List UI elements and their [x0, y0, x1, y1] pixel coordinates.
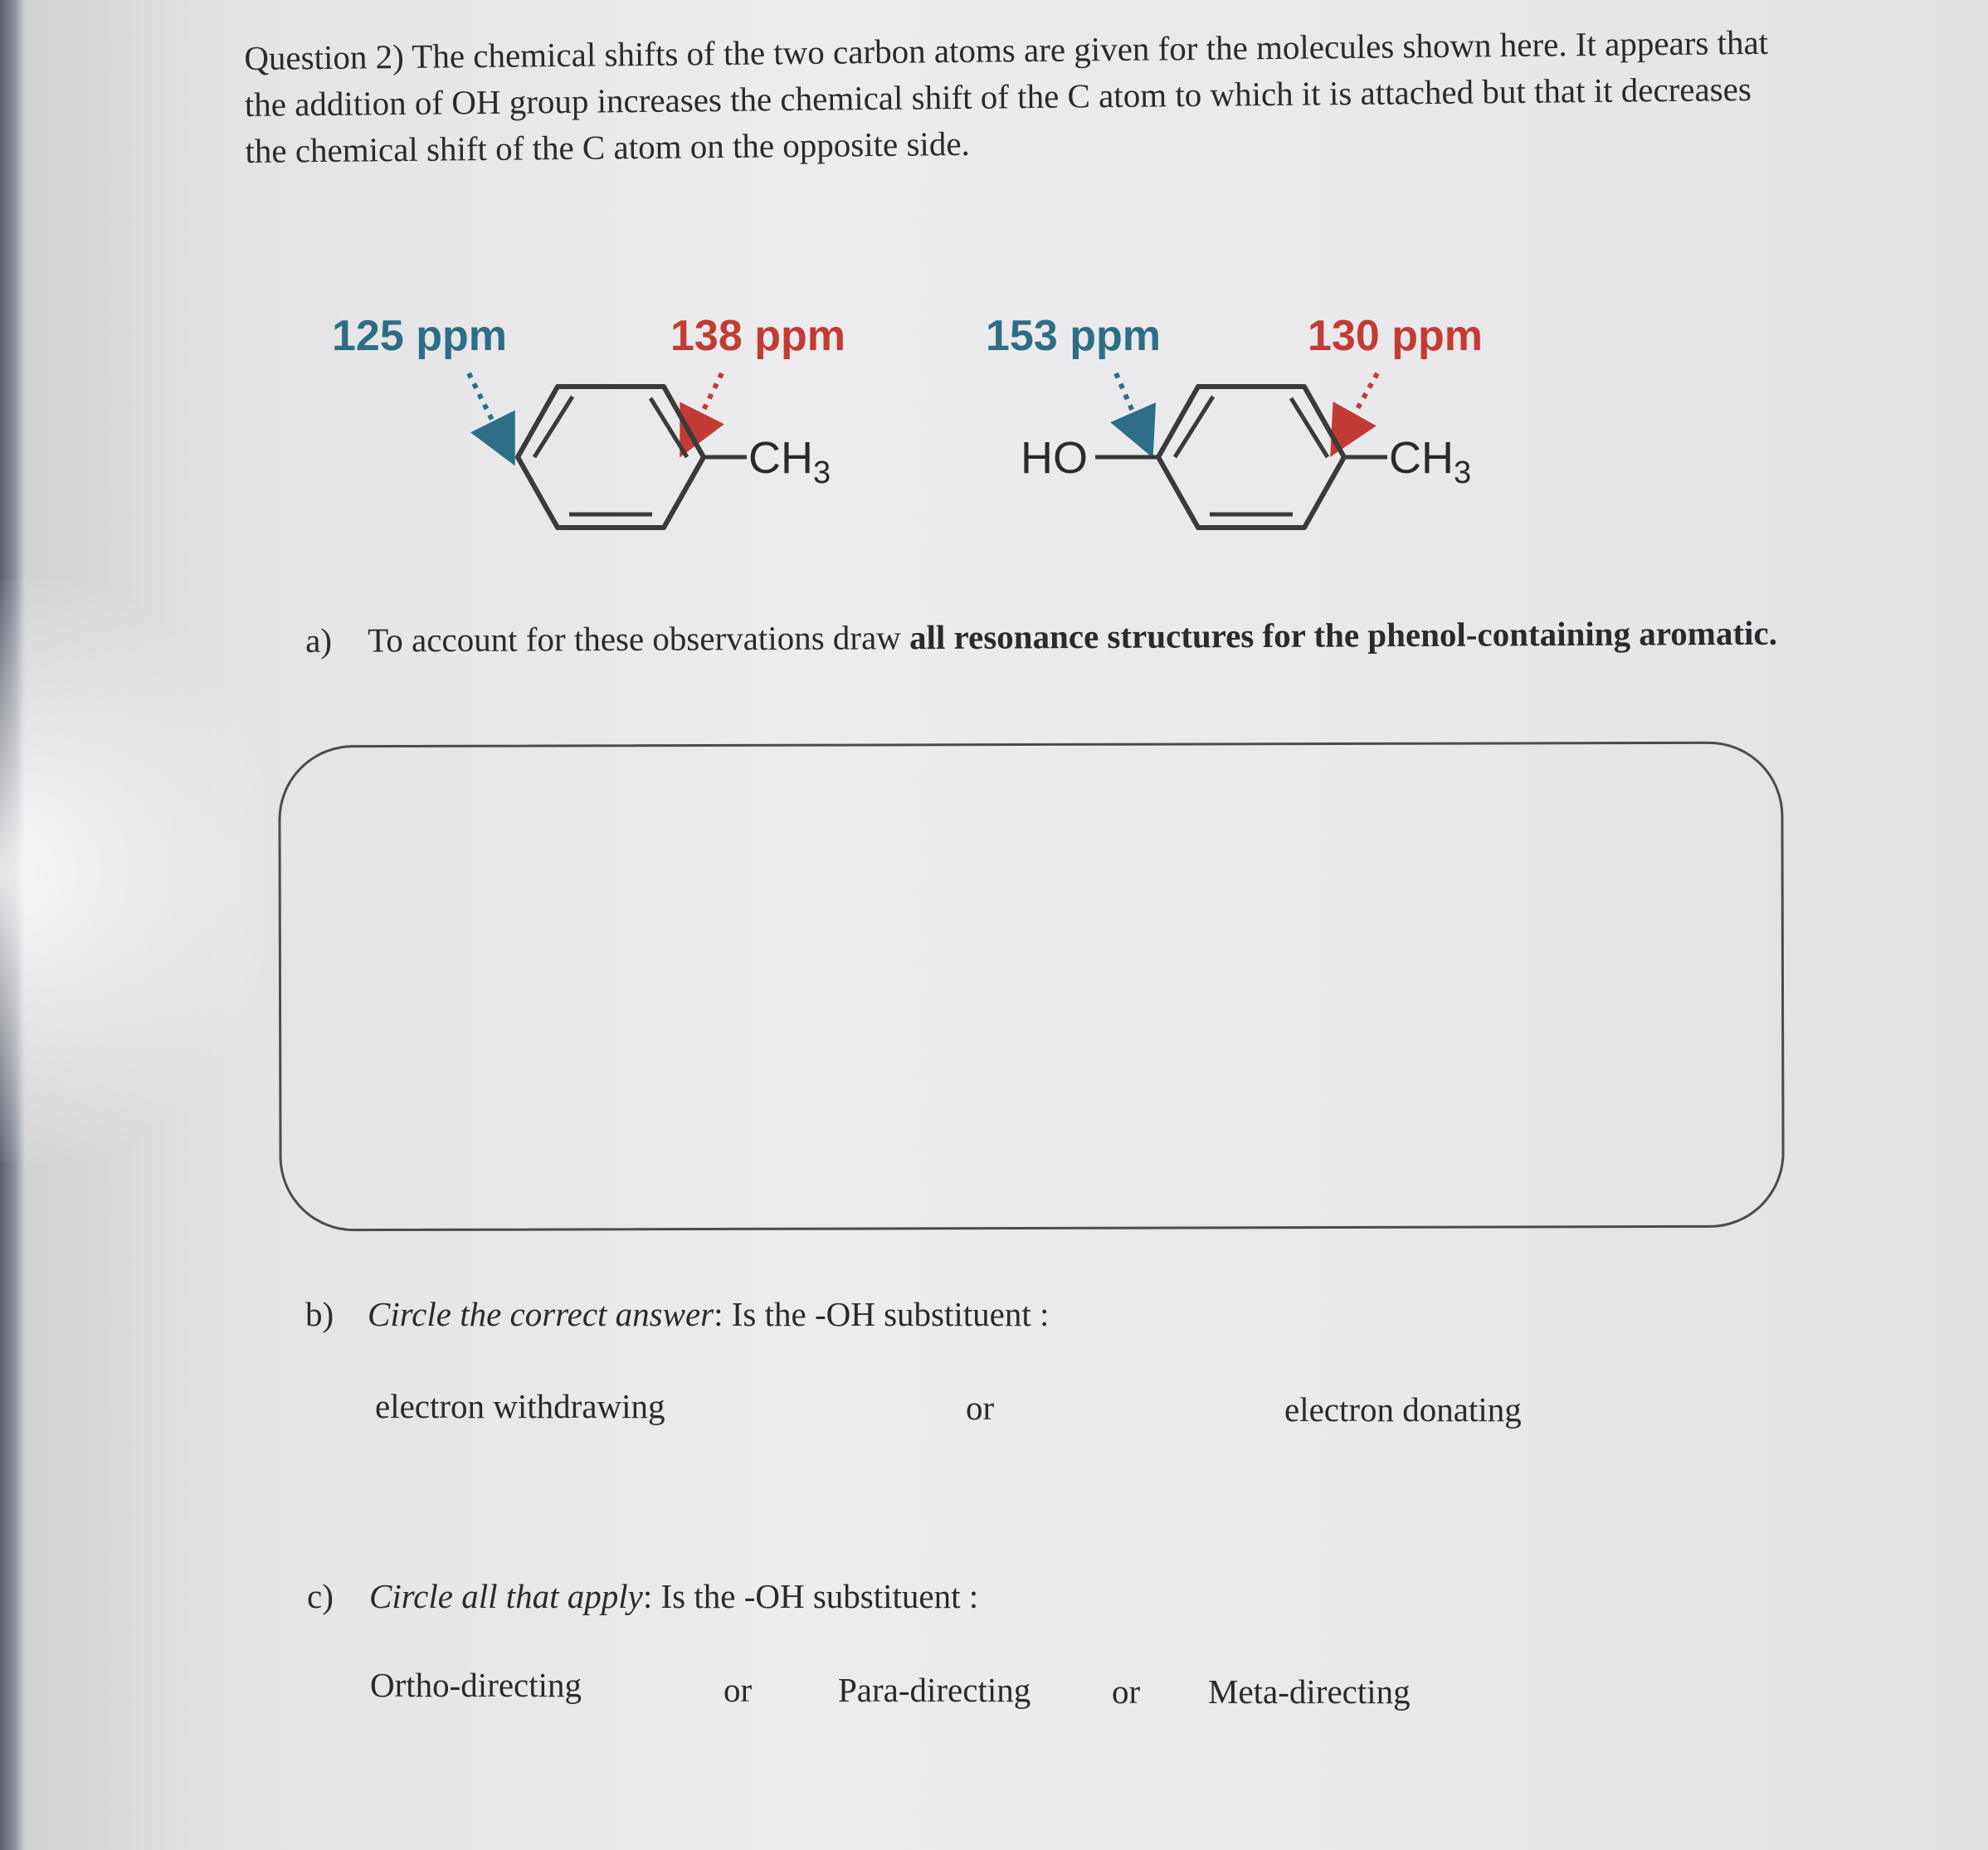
part-a-text: To account for these observations draw — [368, 618, 910, 660]
cresol-double-bond-1 — [1175, 397, 1213, 457]
cresol-hydroxyl-group: HO — [1021, 433, 1088, 483]
toluene-red-dotted-arrow — [689, 373, 722, 440]
option-electron-donating[interactable]: electron donating — [1284, 1390, 1522, 1429]
part-a-prompt — [368, 610, 1799, 664]
cresol-oh-carbon-shift-label: 153 ppm — [986, 312, 1161, 360]
part-c-prompt — [369, 1573, 978, 1619]
cresol-double-bond-3 — [1291, 398, 1328, 457]
part-c-instruction: Circle all that apply — [369, 1577, 643, 1615]
chemical-structures-figure — [299, 290, 1527, 556]
part-b-prompt — [368, 1291, 1049, 1337]
cresol-red-dotted-arrow — [1340, 373, 1377, 440]
toluene-methyl-group: $CH_3$ — [748, 433, 831, 490]
cresol-methyl-group: $CH_3$ — [1389, 433, 1472, 490]
part-b-or-separator: or — [966, 1389, 995, 1427]
cresol-structure — [986, 312, 1483, 528]
option-para-directing[interactable]: Para-directing — [838, 1671, 1031, 1709]
cresol-blue-dotted-arrow — [1116, 373, 1145, 440]
toluene-structure — [332, 312, 845, 528]
part-a — [305, 610, 1799, 660]
cresol-methyl-carbon-shift-label: 130 ppm — [1308, 312, 1483, 360]
part-b-instruction: Circle the correct answer — [368, 1295, 714, 1333]
part-c-question: : Is the -OH substituent : — [642, 1577, 979, 1615]
option-ortho-directing[interactable]: Ortho-directing — [370, 1666, 582, 1704]
toluene-ring-shift-label: 125 ppm — [332, 312, 507, 360]
question-2-prompt — [244, 18, 1797, 174]
question-body: The chemical shifts of the two carbon atoms are given for the molecules shown here. It appears that the addition of OH group increases the chemical shift of the C atom to which it is attached but that it decreases the chemical shift of the C atom on the opposite side. — [244, 22, 1769, 170]
part-c-or-separator-1: or — [724, 1671, 753, 1709]
option-electron-withdrawing[interactable]: electron withdrawing — [375, 1387, 665, 1425]
part-a-letter: a) — [305, 621, 333, 660]
toluene-benzene-ring — [518, 387, 704, 528]
toluene-double-bond-3 — [650, 398, 687, 457]
part-b-question: : Is the -OH substituent : — [714, 1295, 1050, 1333]
part-b-letter: b) — [305, 1295, 334, 1333]
part-c-or-separator-2: or — [1112, 1672, 1141, 1711]
part-c-letter: c) — [307, 1577, 334, 1615]
toluene-blue-dotted-arrow — [469, 373, 506, 448]
resonance-answer-box[interactable] — [278, 742, 1785, 1232]
question-label: Question 2) — [244, 37, 404, 77]
toluene-double-bond-1 — [534, 397, 573, 457]
toluene-methyl-carbon-shift-label: 138 ppm — [670, 312, 845, 360]
option-meta-directing[interactable]: Meta-directing — [1208, 1672, 1411, 1711]
part-a-bold-text: all resonance structures for the phenol-containing aromatic. — [909, 613, 1777, 657]
cresol-benzene-ring — [1158, 387, 1344, 528]
